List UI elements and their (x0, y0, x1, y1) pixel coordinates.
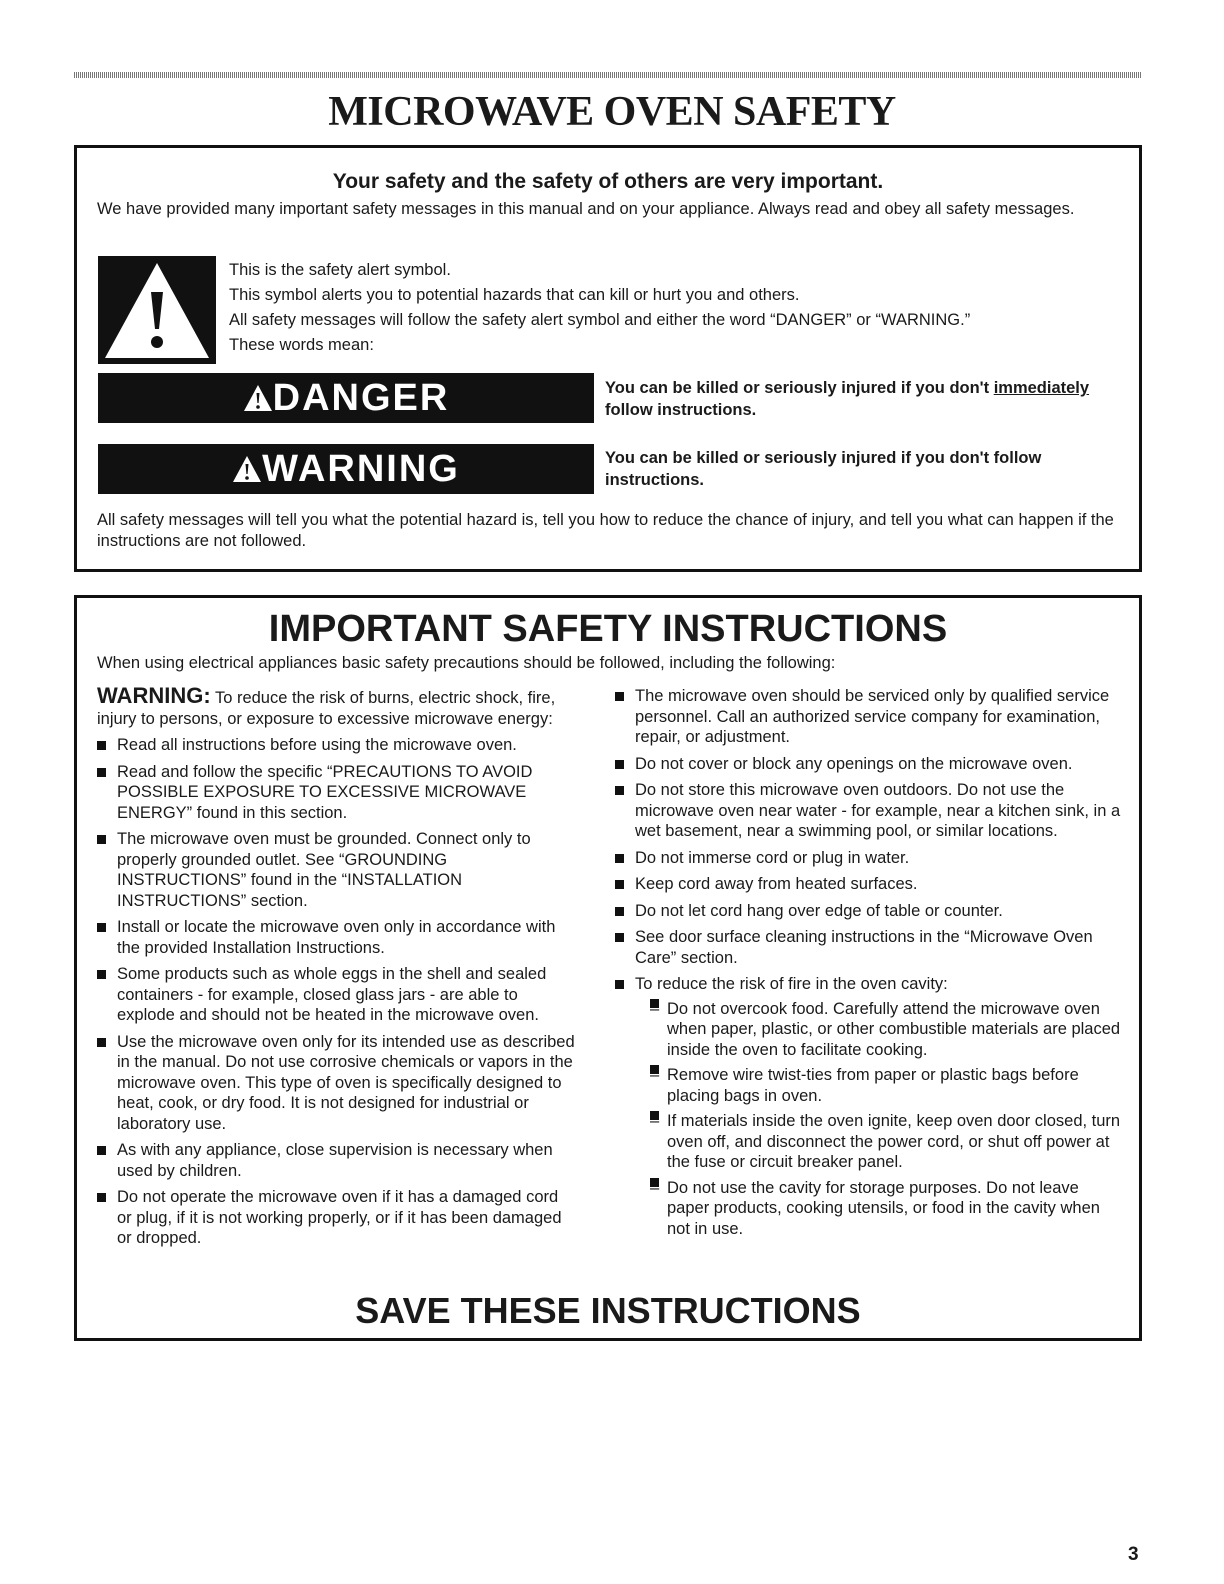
list-item: Do not operate the microwave oven if it has a damaged cord or plug, if it is not working properly, or if it has been damaged or dropped. (97, 1187, 577, 1249)
symbol-line: All safety messages will follow the safety alert symbol and either the word “DANGER” or “WARNING.” (229, 311, 971, 329)
warning-heading: WARNING: (97, 683, 211, 708)
sub-list-item: – If materials inside the oven ignite, keep oven door closed, turn oven off, and disconnect the power cord, or shut off power at the fuse or circuit breaker panel. (635, 1111, 1125, 1173)
list-item: Do not store this microwave oven outdoors. Do not use the microwave oven near water - for example, near a kitchen sink, in a wet basement, near a swimming pool, or similar locations. (615, 780, 1125, 842)
sub-list-item: – Do not overcook food. Carefully attend the microwave oven when paper, plastic, or other combustible materials are placed inside the oven to facilitate cooking. (635, 999, 1125, 1061)
sub-list-item: – Do not use the cavity for storage purposes. Do not leave paper products, cooking utensils, or food in the cavity when not in use. (635, 1178, 1125, 1240)
symbol-line: This symbol alerts you to potential hazards that can kill or hurt you and others. (229, 286, 800, 304)
warning-statement-text: To reduce the risk of burns, electric shock, fire, injury to persons, or exposure to excessive microwave energy: (97, 689, 556, 728)
list-item: The microwave oven must be grounded. Connect only to properly grounded outlet. See “GROUNDING INSTRUCTIONS” found in the “INSTALLATION INSTRUCTIONS” section. (97, 829, 577, 911)
warning-alert-icon (232, 455, 262, 483)
list-item: As with any appliance, close supervision is necessary when used by children. (97, 1140, 577, 1181)
safety-subheading: Your safety and the safety of others are very important. (332, 170, 884, 193)
symbol-line: This is the safety alert symbol. (229, 261, 451, 279)
list-item: Read all instructions before using the microwave oven. (97, 735, 577, 756)
left-instruction-list (97, 735, 577, 1249)
warning-label: WARNING (262, 448, 460, 490)
warning-statement (97, 683, 577, 729)
list-item: Use the microwave oven only for its intended use as described in the manual. Do not use corrosive chemicals or vapors in the microwave oven. This type of oven is specifically designed to heat, cook, or dry food. It is not designed for industrial or laboratory use. (97, 1032, 577, 1135)
instructions-left-column (97, 683, 577, 1255)
list-item: Install or locate the microwave oven only in accordance with the provided Installation Instructions. (97, 917, 577, 958)
list-item-fire-risk (615, 974, 1125, 1239)
list-item: Some products such as whole eggs in the shell and sealed containers - for example, closed glass jars - are able to explode and should not be heated in the microwave oven. (97, 964, 577, 1026)
danger-label: DANGER (272, 377, 450, 419)
list-item: Do not immerse cord or plug in water. (615, 848, 1125, 869)
page-title: MICROWAVE OVEN SAFETY (328, 89, 896, 135)
safety-alert-icon (98, 256, 216, 364)
instructions-box (74, 595, 1142, 1341)
symbol-line: These words mean: (229, 336, 374, 354)
list-item: See door surface cleaning instructions in the “Microwave Oven Care” section. (615, 927, 1125, 968)
list-item: Keep cord away from heated surfaces. (615, 874, 1125, 895)
warning-triangle-icon (98, 256, 216, 364)
safety-intro: We have provided many important safety messages in this manual and on your appliance. Always read and obey all safety messages. (97, 200, 1075, 218)
safety-box (74, 145, 1142, 572)
symbol-explanation (229, 260, 1129, 360)
instructions-intro: When using electrical appliances basic safety precautions should be followed, including the following: (97, 654, 836, 672)
list-item: Read and follow the specific “PRECAUTIONS TO AVOID POSSIBLE EXPOSURE TO EXCESSIVE MICROWAVE ENERGY” found in this section. (97, 762, 577, 824)
fire-risk-text: To reduce the risk of fire in the oven cavity: (635, 975, 948, 993)
list-item: Do not cover or block any openings on the microwave oven. (615, 754, 1125, 775)
sub-list-item: – Remove wire twist-ties from paper or plastic bags before placing bags in oven. (635, 1065, 1125, 1106)
danger-description: You can be killed or seriously injured if you don't immediately follow instructions. (605, 379, 1090, 419)
danger-alert-icon (243, 384, 273, 412)
list-item: The microwave oven should be serviced only by qualified service personnel. Call an authorized service company for examination, repair, or adjustment. (615, 686, 1125, 748)
save-instructions-heading: SAVE THESE INSTRUCTIONS (355, 1290, 861, 1331)
top-rule (74, 72, 1142, 78)
right-instruction-list (615, 686, 1125, 1239)
warning-banner (98, 444, 594, 494)
danger-banner (98, 373, 594, 423)
list-item: Do not let cord hang over edge of table or counter. (615, 901, 1125, 922)
instructions-title: IMPORTANT SAFETY INSTRUCTIONS (268, 608, 948, 650)
page-number: 3 (1128, 1544, 1139, 1565)
safety-outro: All safety messages will tell you what the potential hazard is, tell you how to reduce the chance of injury, and tell you what can happen if the instructions are not followed. (97, 511, 1114, 550)
fire-risk-sublist (635, 999, 1125, 1240)
instructions-right-column (615, 686, 1125, 1245)
warning-description: You can be killed or seriously injured if you don't follow instructions. (605, 449, 1042, 489)
